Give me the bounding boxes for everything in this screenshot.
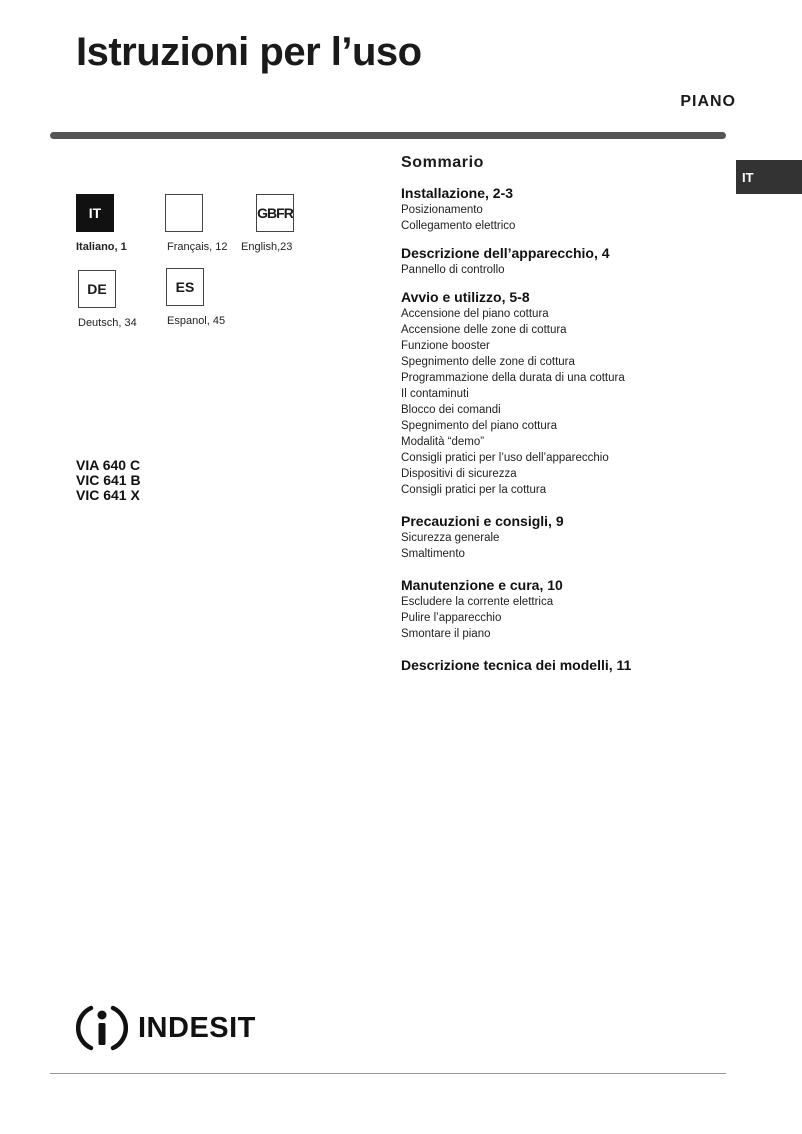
toc-item[interactable]: Accensione del piano cottura [401, 308, 549, 320]
model-name: VIC 641 X [76, 487, 140, 503]
language-box-fr[interactable] [165, 194, 203, 232]
toc-section-avvio [401, 288, 731, 498]
toc-item[interactable]: Spegnimento delle zone di cottura [401, 356, 575, 368]
toc-item[interactable]: Spegnimento del piano cottura [401, 420, 557, 432]
toc-item[interactable]: Consigli pratici per l’uso dell’apparecchio [401, 452, 609, 464]
toc-item[interactable]: Posizionamento [401, 204, 483, 216]
toc-item[interactable]: Consigli pratici per la cottura [401, 484, 547, 496]
toc-section-title[interactable]: Installazione, 2-3 [401, 185, 514, 201]
language-box-es[interactable]: ES [166, 268, 204, 306]
toc-item[interactable]: Escludere la corrente elettrica [401, 596, 554, 608]
toc-item[interactable]: Il contaminuti [401, 388, 469, 400]
language-label-en: English,23 [241, 241, 293, 253]
brand-logo [76, 1002, 256, 1054]
toc-item[interactable]: Programmazione della durata di una cottura [401, 372, 625, 384]
bottom-divider [50, 1073, 726, 1074]
language-box-gbfr[interactable]: GBFR [256, 194, 294, 232]
toc-section-title[interactable]: Descrizione dell’apparecchio, 4 [401, 245, 610, 261]
toc-item[interactable]: Pulire l’apparecchio [401, 612, 502, 624]
language-box-it[interactable]: IT [76, 194, 114, 232]
toc-section-descrizione [401, 244, 731, 278]
table-of-contents [401, 154, 731, 684]
toc-item[interactable]: Sicurezza generale [401, 532, 500, 544]
language-label-es: Espanol, 45 [167, 315, 226, 327]
toc-section-manutenzione [401, 576, 731, 642]
toc-item[interactable]: Funzione booster [401, 340, 490, 352]
indesit-logo-icon [76, 1002, 128, 1054]
toc-section-title[interactable]: Descrizione tecnica dei modelli, 11 [401, 657, 632, 673]
model-list [76, 458, 141, 503]
document-title: Istruzioni per l’uso [76, 30, 422, 74]
toc-section-title[interactable]: Avvio e utilizzo, 5-8 [401, 289, 530, 305]
model-name: VIC 641 B [76, 472, 141, 488]
toc-item[interactable]: Collegamento elettrico [401, 220, 516, 232]
language-side-tab: IT [736, 160, 802, 194]
language-label-de: Deutsch, 34 [78, 317, 137, 329]
toc-section-installazione [401, 184, 731, 234]
brand-name: INDESIT [138, 1011, 256, 1044]
toc-heading: Sommario [401, 154, 485, 171]
toc-item[interactable]: Smontare il piano [401, 628, 491, 640]
toc-section-precauzioni [401, 512, 731, 562]
toc-item[interactable]: Accensione delle zone di cottura [401, 324, 567, 336]
toc-item[interactable]: Blocco dei comandi [401, 404, 501, 416]
toc-item[interactable]: Smaltimento [401, 548, 465, 560]
language-label-it: Italiano, 1 [76, 241, 127, 253]
toc-item[interactable]: Dispositivi di sicurezza [401, 468, 517, 480]
language-label-fr: Français, 12 [167, 241, 228, 253]
toc-section-tecnica [401, 656, 731, 674]
toc-section-title[interactable]: Manutenzione e cura, 10 [401, 577, 563, 593]
toc-section-title[interactable]: Precauzioni e consigli, 9 [401, 513, 564, 529]
product-category: PIANO [680, 93, 736, 110]
toc-item[interactable]: Modalità “demo” [401, 436, 485, 448]
language-box-de[interactable]: DE [78, 270, 116, 308]
top-divider [50, 132, 726, 139]
model-name: VIA 640 C [76, 457, 141, 473]
toc-item[interactable]: Pannello di controllo [401, 264, 505, 276]
